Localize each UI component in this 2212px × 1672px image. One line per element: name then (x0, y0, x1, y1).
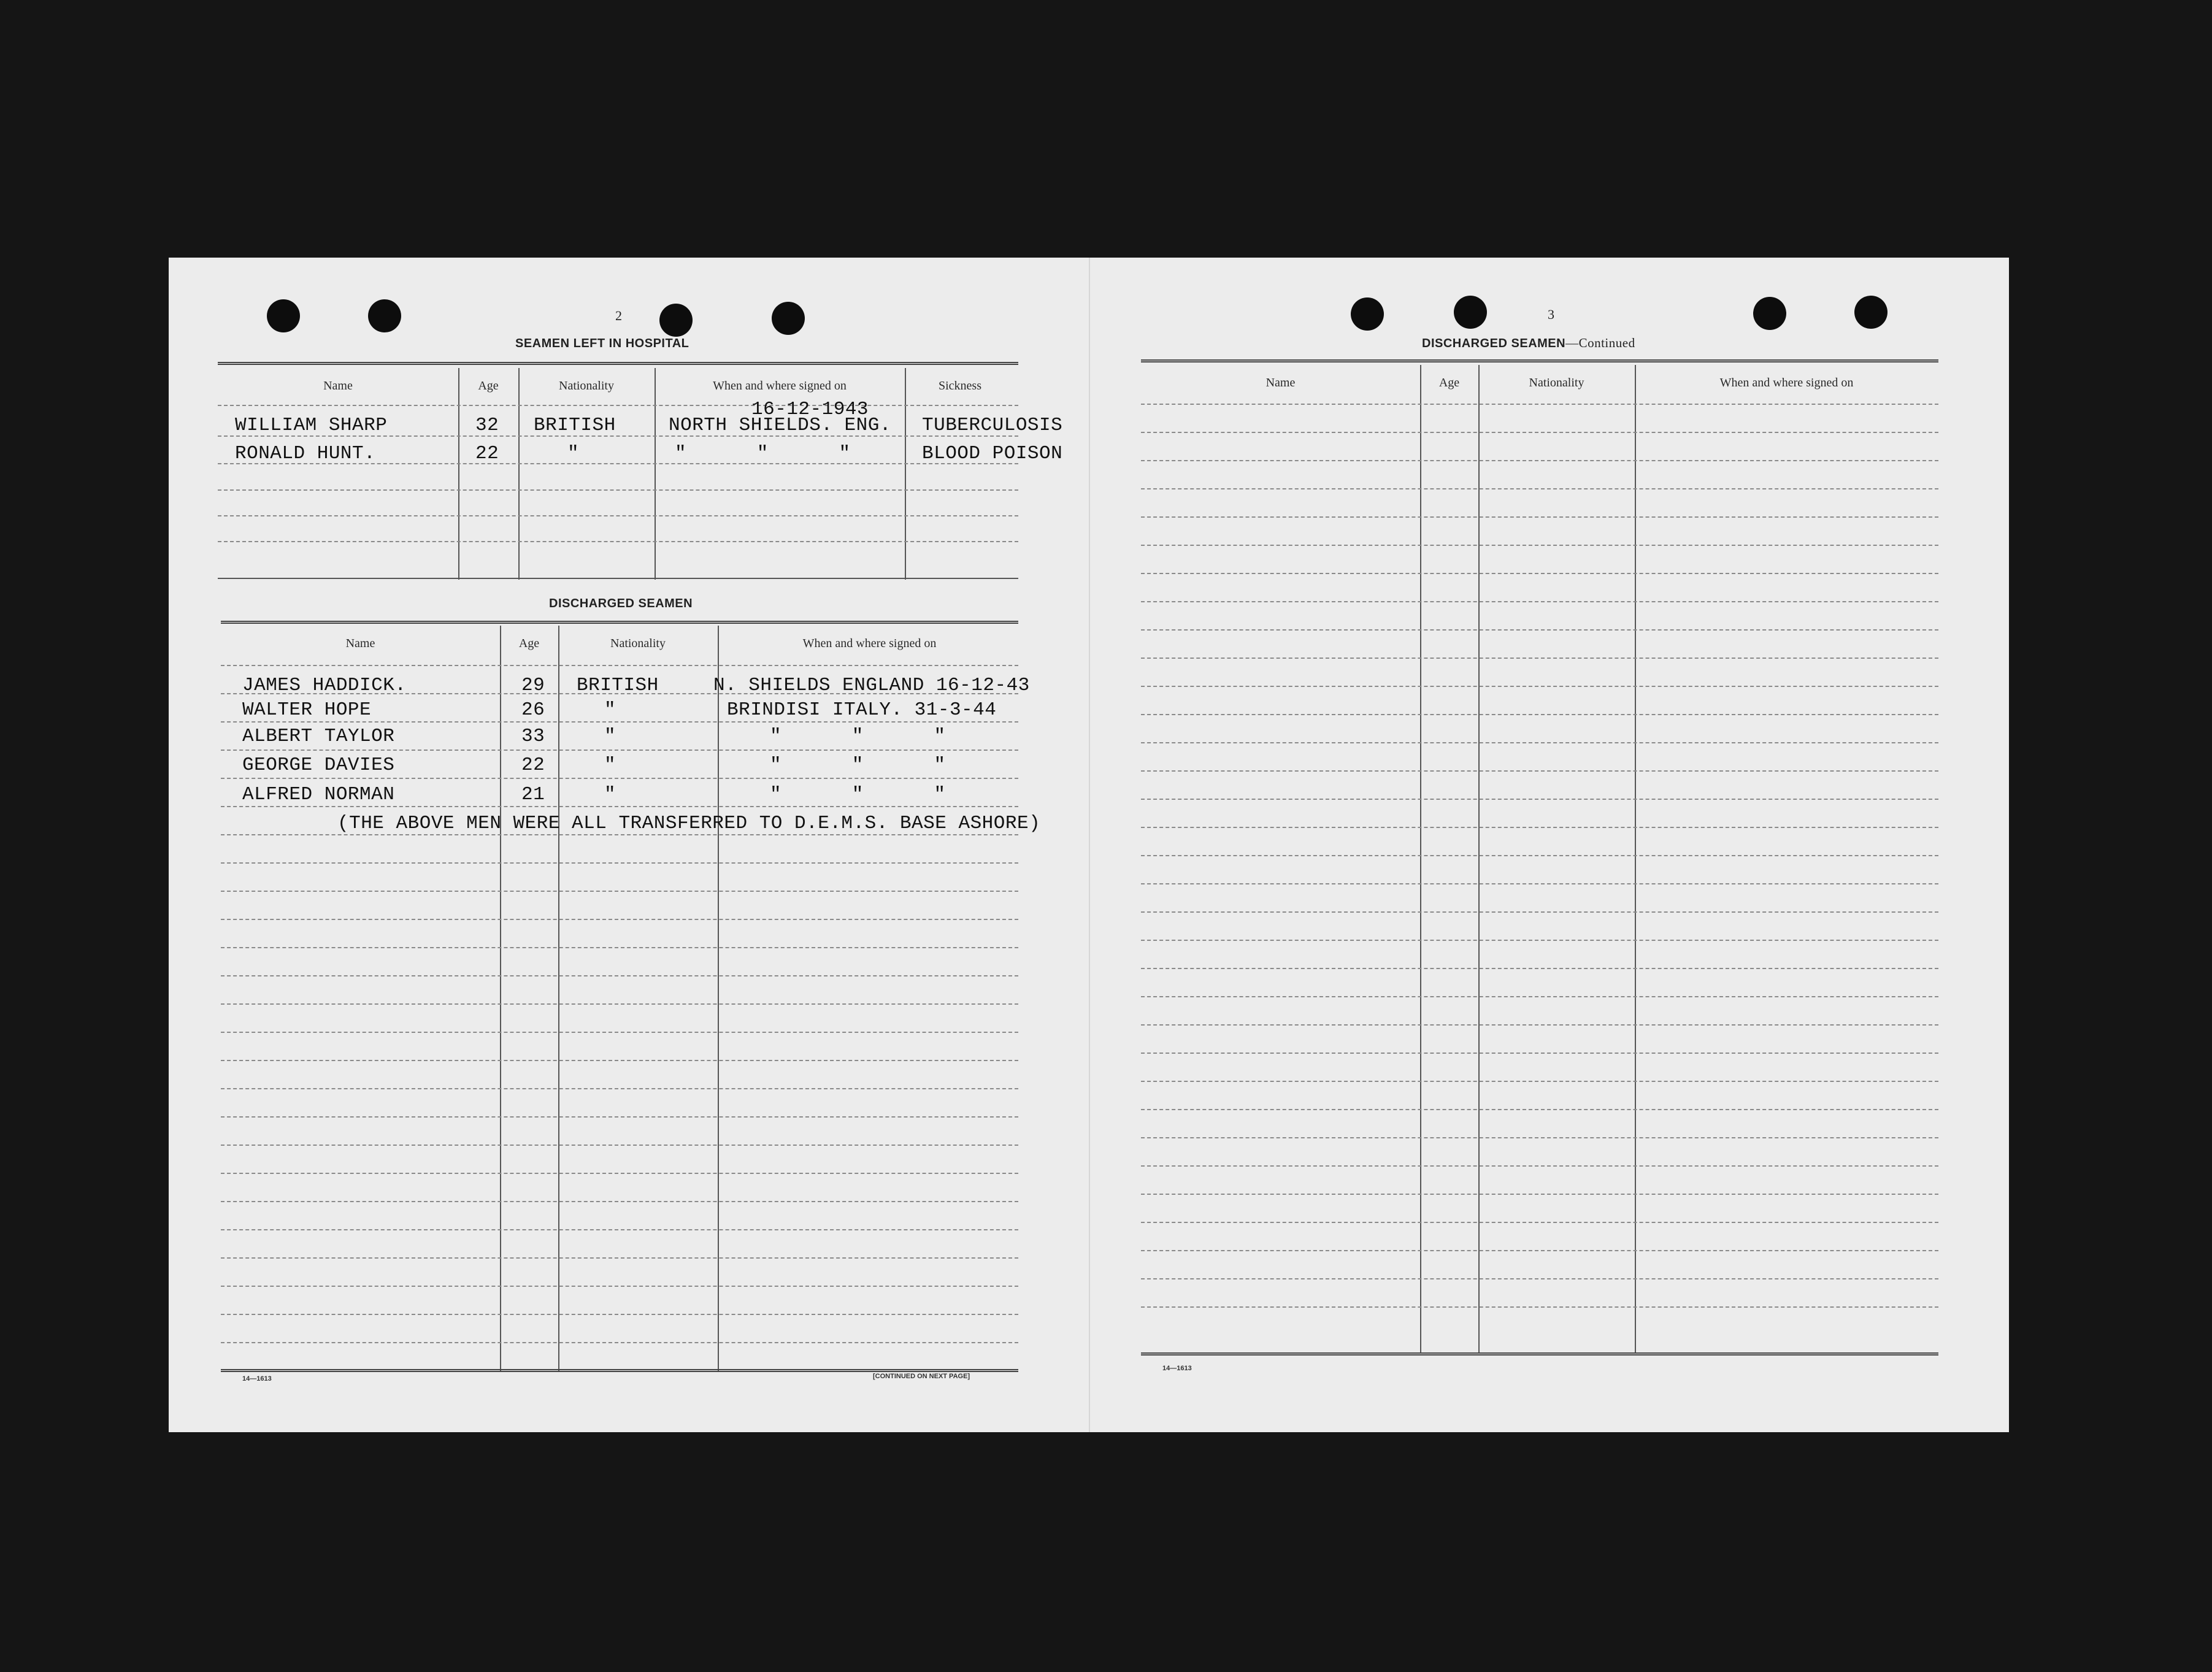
col-header-age: Age (478, 379, 499, 393)
seaman-name: WILLIAM SHARP (235, 415, 388, 436)
form-number: 14—1613 (242, 1375, 272, 1382)
rule (1141, 359, 1938, 362)
col-header-name: Name (345, 637, 375, 650)
seaman-signed-on: " " " (770, 726, 946, 747)
punch-hole (659, 304, 693, 337)
col-header-nationality: Nationality (1529, 376, 1584, 389)
seaman-signed-on: " " " (770, 754, 946, 776)
document-paper (169, 258, 2009, 1432)
page-number: 3 (1548, 307, 1554, 322)
continued-note: [CONTINUED ON NEXT PAGE] (873, 1373, 970, 1380)
seaman-signed-on: NORTH SHIELDS. ENG. (669, 415, 891, 436)
rule (218, 362, 1018, 365)
form-number: 14—1613 (1162, 1365, 1192, 1372)
transfer-note: (THE ABOVE MEN WERE ALL TRANSFERRED TO D.E.M.S. BASE ASHORE) (337, 813, 1041, 834)
punch-hole (1351, 297, 1384, 331)
punch-hole (267, 299, 300, 332)
punch-hole (1454, 296, 1487, 329)
col-header-name: Name (1265, 376, 1296, 389)
discharged-continued-title: DISCHARGED SEAMEN—Continued (1422, 336, 1635, 350)
seaman-age: 21 (521, 784, 545, 805)
seaman-signed-on: N. SHIELDS ENGLAND 16-12-43 (713, 675, 1030, 696)
seaman-age: 29 (521, 675, 545, 696)
seaman-age: 26 (521, 699, 545, 721)
seaman-age: 22 (475, 443, 499, 464)
seaman-age: 33 (521, 726, 545, 747)
col-header-sickness: Sickness (939, 379, 981, 393)
col-header-signed-on: When and where signed on (713, 379, 847, 393)
col-header-nationality: Nationality (610, 637, 666, 650)
seaman-name: GEORGE DAVIES (242, 754, 395, 776)
rule (221, 621, 1018, 624)
hospital-section-title: SEAMEN LEFT IN HOSPITAL (515, 337, 689, 350)
col-header-name: Name (323, 379, 353, 393)
seaman-age: 22 (521, 754, 545, 776)
seaman-nationality: BRITISH (534, 415, 616, 436)
col-header-age: Age (1438, 376, 1460, 389)
punch-hole (1854, 296, 1887, 329)
discharged-section-title: DISCHARGED SEAMEN (549, 597, 693, 610)
seaman-signed-on: " " " (675, 443, 851, 464)
page-number: 2 (615, 308, 622, 323)
signed-date-note: 16-12-1943 (751, 399, 869, 420)
col-header-signed-on: When and where signed on (1719, 376, 1854, 389)
seaman-name: ALFRED NORMAN (242, 784, 395, 805)
col-header-nationality: Nationality (559, 379, 614, 393)
seaman-nationality: " (604, 726, 616, 747)
seaman-signed-on: " " " (770, 784, 946, 805)
seaman-nationality: " (604, 754, 616, 776)
col-header-signed-on: When and where signed on (802, 637, 937, 650)
seaman-age: 32 (475, 415, 499, 436)
seaman-name: JAMES HADDICK. (242, 675, 407, 696)
seaman-sickness: TUBERCULOSIS (922, 415, 1063, 436)
seaman-nationality: " (604, 784, 616, 805)
seaman-signed-on: BRINDISI ITALY. 31-3-44 (727, 699, 997, 721)
seaman-nationality: " (604, 699, 616, 721)
punch-hole (772, 302, 805, 335)
seaman-name: RONALD HUNT. (235, 443, 376, 464)
page-fold (1089, 258, 1090, 1432)
punch-hole (368, 299, 401, 332)
seaman-nationality: BRITISH (577, 675, 659, 696)
seaman-nationality: " (567, 443, 580, 464)
punch-hole (1753, 297, 1786, 330)
seaman-sickness: BLOOD POISON (922, 443, 1063, 464)
col-header-age: Age (518, 637, 540, 650)
seaman-name: WALTER HOPE (242, 699, 372, 721)
seaman-name: ALBERT TAYLOR (242, 726, 395, 747)
